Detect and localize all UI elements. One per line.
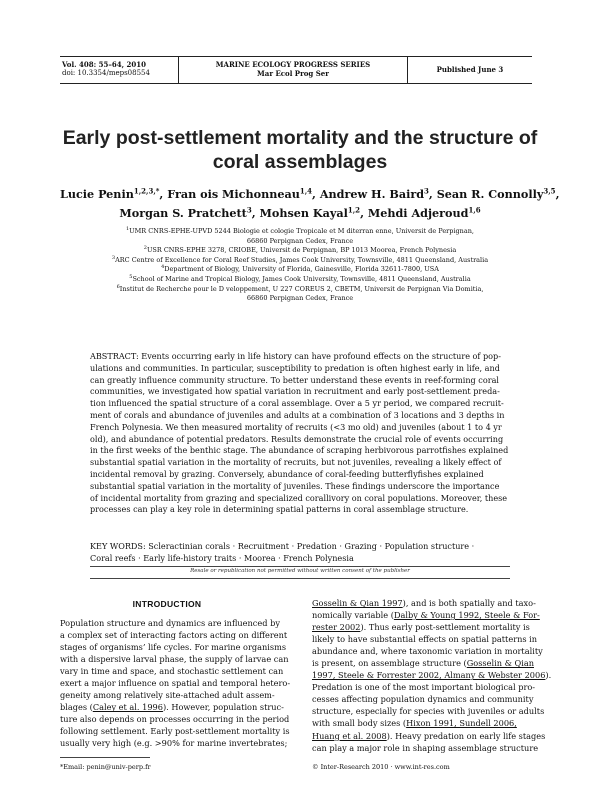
abstract-line: in the first weeks of the benthic stage. The abundance of scraping herbivorous parrotfishes explained	[90, 445, 509, 456]
body-line: cesses affecting population dynamics and community	[312, 694, 534, 705]
body-line: exert a major influence on spatial and temporal hetero-	[60, 678, 291, 689]
body-line: blages (Caley et al. 1996). However, population struc-	[60, 702, 284, 713]
footnote-rule	[60, 757, 150, 758]
body-line: geneity among relatively site-attached adult assem-	[60, 690, 275, 701]
journal-header	[60, 56, 532, 84]
doi: doi: 10.3354/meps08554	[62, 69, 150, 77]
author-line	[60, 185, 560, 204]
abstract-line: ABSTRACT: Events occurring early in life history can have profound effects on the structure of pop-	[90, 351, 501, 361]
affiliation-marker: 3	[424, 186, 429, 196]
affiliation-marker: 1,6	[468, 205, 481, 215]
header-volume-block	[60, 57, 178, 83]
abstract-line: processes can play a key role in determining spatial patterns in coral assemblage structure.	[90, 504, 469, 515]
author-name: Lucie Penin	[60, 187, 134, 201]
abstract-line: of incidental mortality from grazing and specialized corallivory on coral populations. Moreover, these	[90, 492, 508, 503]
body-line: usually very high (e.g. >90% for marine invertebrates;	[60, 738, 288, 749]
journal-name: MARINE ECOLOGY PROGRESS SERIES	[215, 60, 371, 69]
affiliation-line: $^2$USR CNRS-EPHE 3278, CRIOBE, Universit de Perpignan, BP 1013 Moorea, French Polynesia	[143, 245, 457, 255]
journal-abbreviation: Mar Ecol Prog Ser	[257, 69, 329, 78]
divider	[90, 578, 510, 579]
header-journal-block	[178, 57, 408, 83]
citation-link[interactable]: rester 2002	[312, 622, 361, 633]
body-line: rester 2002). Thus early post-settlement mortality is	[312, 622, 530, 633]
keywords-line: Coral reefs · Early life-history traits · Moorea · French Polynesia	[90, 552, 354, 563]
body-line: Population structure and dynamics are influenced by	[60, 618, 280, 628]
citation-link[interactable]: Gosselin & Qian	[466, 658, 534, 669]
abstract-line: ulations and communities. In particular, susceptibility to predation is often highest early in life, and	[90, 362, 500, 373]
author-name: , Andrew H. Baird	[312, 187, 425, 201]
body-line: stages of organisms’ life cycles. For marine organisms	[60, 642, 287, 653]
abstract-line: substantial spatial variation in the mortality of recruits, but not juveniles, revealing a likely effect of	[90, 457, 502, 468]
body-line: vary in time and space, and stochastic settlement can	[60, 666, 284, 677]
body-line: with a dispersive larval phase, the supply of larvae can	[60, 654, 289, 665]
citation-link[interactable]: Dalby & Young 1992, Steele & For-	[393, 610, 540, 621]
body-column-left	[60, 601, 291, 750]
affiliations	[60, 227, 540, 304]
affiliation-line: $^6$Institut de Recherche pour le D veloppement, U 227 COREUS 2, CBETM, Universit de Perpignan Via Domitia,	[116, 283, 484, 293]
paper-title	[60, 126, 540, 174]
section-heading-introduction: INTRODUCTION	[132, 599, 202, 609]
author-name: , Fran ois Michonneau	[159, 187, 300, 201]
published-date: Published June 3	[436, 65, 504, 74]
body-line: with small body sizes (Hixon 1991, Sundell 2006,	[312, 718, 517, 729]
keywords-line: KEY WORDS: Scleractinian corals · Recruitment · Predation · Grazing · Population structure ·	[90, 541, 475, 551]
author-list	[60, 185, 560, 223]
body-line: is present, on assemblage structure (Gosselin & Qian	[312, 658, 534, 669]
volume-info: Vol. 408: 55–64, 2010	[62, 60, 146, 69]
title-line: coral assemblages	[212, 151, 388, 173]
abstract-line: ment of corals and abundance of juveniles and adults at a combination of 3 locations and 3 depths in	[90, 409, 505, 420]
body-column-right	[312, 597, 552, 754]
divider	[90, 566, 510, 567]
author-name: , Mohsen Kayal	[251, 206, 348, 220]
body-line: ture also depends on processes occurring in the period	[60, 714, 290, 725]
body-line: Gosselin & Qian 1997), and is both spatially and taxo-	[312, 598, 536, 608]
keywords	[90, 541, 510, 565]
body-line: a complex set of interacting factors acting on different	[60, 630, 288, 641]
citation-link[interactable]: Gosselin & Qian 1997	[312, 598, 403, 608]
affiliation-marker: 1,2	[347, 205, 361, 215]
affiliation-line: $^3$ARC Centre of Excellence for Coral Reef Studies, James Cook University, Townsville, 4811 Queensland, Australia	[111, 254, 489, 264]
body-line: 1997, Steele & Forrester 2002, Almany & Webster 2006).	[312, 670, 552, 681]
body-line: Predation is one of the most important biological pro-	[312, 682, 536, 693]
affiliation-line: 66860 Perpignan Cedex, France	[246, 294, 354, 303]
abstract-line: can greatly influence community structure. To better understand these events in reef-forming coral	[90, 374, 499, 385]
affiliation-line: $^5$School of Marine and Tropical Biology, James Cook University, Townsville, 4811 Queensland, Australia	[129, 273, 471, 283]
citation-link[interactable]: 1997, Steele & Forrester 2002, Almany & Webster 2006	[312, 670, 546, 681]
author-name: Morgan S. Pratchett	[119, 206, 247, 220]
affiliation-line: 66860 Perpignan Cedex, France	[246, 236, 354, 245]
abstract-line: French Polynesia. We then measured mortality of recruits (<3 mo old) and juveniles (about 1 to 4 yr	[90, 421, 502, 432]
affiliation-marker: 1,2,3,*	[133, 186, 160, 196]
body-line: abundance and, where taxonomic variation in mortality	[312, 646, 543, 657]
citation-link[interactable]: Huang et al. 2008	[312, 730, 387, 741]
resale-notice: Resale or republication not permitted without written consent of the publisher	[190, 568, 410, 574]
body-line: likely to have substantial effects on spatial patterns in	[312, 634, 538, 645]
abstract-line: incidental removal by grazing. Conversely, abundance of coral-feeding butterflyfishes explained	[90, 468, 484, 479]
body-line: following settlement. Early post-settlement mortality is	[60, 726, 290, 737]
copyright: © Inter-Research 2010 · www.int-res.com	[312, 763, 450, 771]
abstract-line: substantial spatial variation in the mortality of juveniles. These findings underscore the importance	[90, 480, 500, 491]
body-line: structure, especially for species with juveniles or adults	[312, 706, 545, 717]
affiliation-marker: 1,4	[299, 186, 313, 196]
abstract-line: communities, we investigated how spatial variation in recruitment and early post-settlement preda-	[90, 386, 500, 397]
affiliation-line: $^1$UMR CNRS-EPHE-UPVD 5244 Biologie et cologie Tropicale et M diterran enne, Universit de Perpignan,	[125, 225, 474, 235]
author-name: ,	[555, 187, 560, 201]
abstract-line: tion influenced the spatial structure of a coral assemblage. Over a 5 yr period, we compared recruit-	[90, 398, 504, 409]
body-line: Huang et al. 2008). Heavy predation on early life stages	[312, 730, 546, 741]
author-name: , Sean R. Connolly	[428, 187, 544, 201]
abstract-label: ABSTRACT:	[90, 351, 139, 361]
author-name: , Mehdi Adjeroud	[360, 206, 469, 220]
citation-link[interactable]: Hixon 1991, Sundell 2006,	[406, 718, 517, 729]
citation-link[interactable]: Caley et al. 1996	[92, 702, 163, 713]
body-line: can play a major role in shaping assemblage structure	[312, 742, 539, 753]
body-line: nomically variable (Dalby & Young 1992, Steele & For-	[312, 610, 540, 621]
author-line	[60, 204, 540, 223]
abstract-line: old), and abundance of potential predators. Results demonstrate the crucial role of events occurring	[90, 433, 504, 444]
affiliation-marker: 3,5	[543, 186, 556, 196]
corresponding-email[interactable]: *Email: penin@univ-perp.fr	[60, 763, 151, 771]
abstract	[90, 351, 510, 516]
affiliation-line: $^4$Department of Biology, University of Florida, Gainesville, Florida 32611-7800, USA	[161, 264, 439, 274]
keywords-label: KEY WORDS:	[90, 541, 146, 551]
title-line: Early post-settlement mortality and the structure of	[62, 127, 538, 149]
affiliation-marker: 3	[246, 205, 252, 215]
